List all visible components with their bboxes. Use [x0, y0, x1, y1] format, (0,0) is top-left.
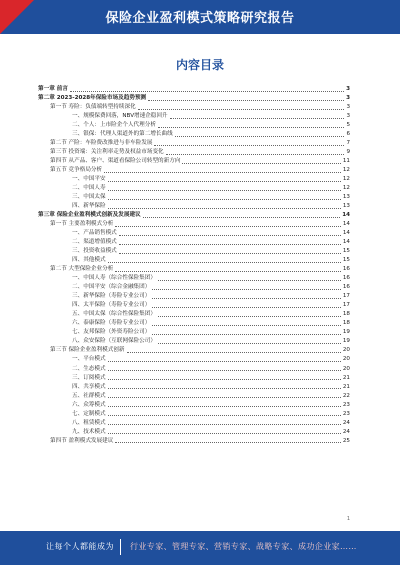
toc-entry-label: 五、中国太保（综合性保险集团） — [72, 311, 156, 318]
toc-leader-dots — [108, 208, 341, 209]
toc-entry-label: 三、中国太保 — [72, 194, 106, 201]
toc-leader-dots — [115, 442, 341, 443]
toc-leader-dots — [115, 271, 341, 272]
toc-entry-label: 三、订阅模式 — [72, 374, 106, 381]
toc-entry-label: 三、银保：代理人渠道外的第二增长曲线 — [72, 131, 173, 138]
toc-entry[interactable] — [38, 265, 350, 274]
toc-entry-label: 第三节 保险企业盈利模式创新 — [50, 347, 125, 354]
toc-entry-page: 18 — [342, 320, 350, 327]
toc-entry[interactable] — [38, 374, 350, 383]
toc-leader-dots — [152, 325, 341, 326]
toc-entry-page: 16 — [342, 284, 350, 291]
toc-leader-dots — [152, 307, 341, 308]
toc-entry-label: 一、平台模式 — [72, 356, 106, 363]
toc-leader-dots — [148, 100, 344, 101]
toc-entry[interactable] — [38, 274, 350, 283]
toc-entry-label: 八、租赁模式 — [72, 419, 106, 426]
toc-leader-dots — [108, 379, 341, 380]
toc-entry[interactable] — [38, 292, 350, 301]
page-header — [0, 0, 400, 34]
toc-entry-label: 第二节 产险：车险费改推进与非车险发展 — [50, 140, 153, 147]
toc-leader-dots — [108, 199, 341, 200]
toc-entry-label: 二、中国平安（综合金融集团） — [72, 284, 151, 291]
toc-entry-page: 5 — [346, 122, 350, 129]
toc-leader-dots — [108, 181, 341, 182]
toc-entry-page: 12 — [342, 176, 350, 183]
toc-leader-dots — [108, 370, 341, 371]
toc-entry[interactable] — [38, 392, 350, 401]
toc-entry-page: 3 — [346, 113, 350, 120]
toc-leader-dots — [108, 433, 341, 434]
toc-entry-label: 第二章 2023-2028年保险市场及趋势预测 — [38, 95, 147, 102]
toc-entry-label: 一、中国平安 — [72, 176, 106, 183]
toc-leader-dots — [166, 154, 345, 155]
toc-entry-label: 一、产品销售模式 — [72, 230, 117, 237]
toc-entry-label: 第三章 保险企业盈利模式创新及发展建议 — [38, 212, 141, 219]
toc-entry[interactable] — [38, 211, 350, 220]
toc-leader-dots — [158, 343, 341, 344]
toc-entry-label: 一、中国人寿（综合性保险集团） — [72, 275, 156, 282]
toc-entry-page: 12 — [342, 167, 350, 174]
toc-entry-page: 3 — [346, 104, 350, 111]
toc-entry-label: 第二节 大型保险企业分析 — [50, 266, 114, 273]
toc-entry-page: 18 — [342, 311, 350, 318]
toc-entry[interactable] — [38, 383, 350, 392]
toc-entry-label: 六、泰康保险（寿险专业公司） — [72, 320, 151, 327]
toc-heading: 内容目录 — [175, 58, 224, 72]
toc-entry[interactable] — [38, 229, 350, 238]
toc-entry[interactable] — [38, 346, 350, 355]
toc-entry-page: 13 — [342, 203, 350, 210]
toc-entry-page: 14 — [342, 239, 350, 246]
toc-entry-page: 17 — [342, 293, 350, 300]
toc-entry-label: 第四节 盈利模式发展建议 — [50, 437, 114, 444]
toc-entry[interactable] — [38, 112, 350, 121]
toc-entry-page: 24 — [342, 428, 350, 435]
toc-entry-label: 二、生态模式 — [72, 365, 106, 372]
toc-entry-label: 三、投资收益模式 — [72, 248, 117, 255]
toc-entry[interactable] — [38, 328, 350, 337]
footer-tagline: 行业专家、管理专家、营销专家、战略专家、成功企业家…… — [130, 542, 357, 551]
toc-entry-label: 二、渠道增值模式 — [72, 239, 117, 246]
toc-entry[interactable] — [38, 85, 350, 94]
toc-entry-label: 七、定制模式 — [72, 410, 106, 417]
toc-entry-label: 三、新华保险（寿险专业公司） — [72, 293, 151, 300]
footer-divider — [120, 539, 121, 555]
toc-entry-label: 七、友邦保险（外资寿险公司） — [72, 329, 151, 336]
toc-entry[interactable] — [38, 419, 350, 428]
toc-leader-dots — [170, 118, 345, 119]
toc-leader-dots — [108, 406, 341, 407]
toc-leader-dots — [152, 289, 341, 290]
toc-leader-dots — [158, 280, 341, 281]
toc-leader-dots — [119, 244, 341, 245]
toc-entry-label: 二、个人：上市险企个人代理分析 — [72, 122, 156, 129]
toc-entry-page: 16 — [342, 275, 350, 282]
toc-entry[interactable] — [38, 139, 350, 148]
toc-entry-label: 第四节 从产品、客户、渠道看保险公司转型的新方向 — [50, 158, 181, 165]
toc-entry[interactable] — [38, 428, 350, 437]
page-footer — [0, 531, 400, 565]
report-title: 保险企业盈利模式策略研究报告 — [105, 11, 295, 26]
toc-entry-page: 13 — [342, 194, 350, 201]
toc-entry-page: 15 — [342, 248, 350, 255]
toc-entry-page: 11 — [342, 158, 350, 165]
toc-leader-dots — [138, 109, 345, 110]
toc-leader-dots — [182, 163, 340, 164]
toc-leader-dots — [152, 298, 341, 299]
toc-entry-page: 22 — [342, 392, 350, 399]
toc-entry[interactable] — [38, 364, 350, 373]
toc-entry-page: 25 — [342, 437, 350, 444]
toc-entry-label: 第一章 前言 — [38, 86, 68, 93]
toc-entry-page: 15 — [342, 257, 350, 264]
toc-entry-label: 九、技术模式 — [72, 428, 106, 435]
toc-entry-label: 第五节 竞争格局分析 — [50, 167, 103, 174]
toc-entry[interactable] — [38, 175, 350, 184]
toc-entry-page: 23 — [342, 410, 350, 417]
toc-entry-page: 12 — [342, 185, 350, 192]
toc-leader-dots — [127, 352, 341, 353]
toc-entry[interactable] — [38, 310, 350, 319]
toc-entry-label: 四、共享模式 — [72, 383, 106, 390]
toc-entry[interactable] — [38, 283, 350, 292]
toc-entry-page: 6 — [346, 131, 350, 138]
toc-entry[interactable] — [38, 130, 350, 139]
toc-entry-page: 24 — [342, 419, 350, 426]
toc-entry-page: 23 — [342, 401, 350, 408]
toc-leader-dots — [119, 253, 341, 254]
toc-entry-page: 3 — [346, 95, 350, 102]
toc-entry[interactable] — [38, 355, 350, 364]
toc-leader-dots — [152, 334, 341, 335]
toc-entry[interactable] — [38, 301, 350, 310]
page-number: 1 — [346, 516, 350, 522]
toc-entry[interactable] — [38, 256, 350, 265]
toc-entry[interactable] — [38, 184, 350, 193]
toc-entry-label: 第三节 投资端：关注利率走势及权益市场变化 — [50, 149, 164, 156]
toc-entry-label: 二、中国人寿 — [72, 185, 106, 192]
toc-entry-label: 四、新华保险 — [72, 203, 106, 210]
toc-leader-dots — [115, 226, 341, 227]
toc-entry-page: 16 — [342, 266, 350, 273]
toc-entry-label: 第一节 寿险：负债端转型持续深化 — [50, 104, 136, 111]
toc-entry[interactable] — [38, 238, 350, 247]
toc-leader-dots — [143, 217, 341, 218]
toc-entry-page: 19 — [342, 338, 350, 345]
toc-entry[interactable] — [38, 319, 350, 328]
toc-entry-page: 14 — [342, 212, 350, 219]
toc-entry[interactable] — [38, 401, 350, 410]
toc-leader-dots — [108, 397, 341, 398]
toc-entry[interactable] — [38, 94, 350, 103]
toc-entry-label: 第一节 主要盈利模式分析 — [50, 221, 114, 228]
toc-leader-dots — [108, 190, 341, 191]
toc-leader-dots — [108, 262, 341, 263]
toc-entry-label: 一、规模保费回落，NBV增速企稳回升 — [72, 113, 168, 120]
toc-entry[interactable] — [38, 437, 350, 446]
toc-entry-label: 四、其他模式 — [72, 257, 106, 264]
toc-entry[interactable] — [38, 193, 350, 202]
toc-leader-dots — [119, 235, 341, 236]
toc-entry-page: 20 — [342, 365, 350, 372]
toc-leader-dots — [70, 91, 344, 92]
toc-entry-page: 3 — [346, 86, 350, 93]
toc-leader-dots — [108, 424, 341, 425]
toc-leader-dots — [104, 172, 341, 173]
toc-entry-page: 9 — [346, 149, 350, 156]
toc-entry[interactable] — [38, 337, 350, 346]
toc-entry-page: 21 — [342, 383, 350, 390]
toc-entry-label: 四、太平保险（寿险专业公司） — [72, 302, 151, 309]
toc-entry[interactable] — [38, 410, 350, 419]
toc-entry-label: 八、众安保险（互联网保险公司） — [72, 338, 156, 345]
table-of-contents — [38, 85, 350, 446]
toc-entry-page: 7 — [346, 140, 350, 147]
toc-entry[interactable] — [38, 247, 350, 256]
toc-entry-page: 14 — [342, 221, 350, 228]
toc-entry[interactable] — [38, 202, 350, 211]
toc-entry-page: 14 — [342, 230, 350, 237]
toc-leader-dots — [158, 127, 345, 128]
toc-entry-label: 六、众筹模式 — [72, 401, 106, 408]
toc-entry-page: 19 — [342, 329, 350, 336]
toc-leader-dots — [158, 316, 341, 317]
toc-leader-dots — [154, 145, 344, 146]
toc-entry[interactable] — [38, 220, 350, 229]
toc-entry-page: 21 — [342, 374, 350, 381]
toc-leader-dots — [175, 136, 345, 137]
toc-leader-dots — [108, 415, 341, 416]
toc-entry[interactable] — [38, 166, 350, 175]
toc-entry[interactable] — [38, 148, 350, 157]
toc-entry[interactable] — [38, 157, 350, 166]
toc-entry-page: 20 — [342, 356, 350, 363]
toc-entry[interactable] — [38, 121, 350, 130]
toc-entry-label: 五、社群模式 — [72, 392, 106, 399]
toc-entry-page: 20 — [342, 347, 350, 354]
footer-slogan: 让每个人都能成为 — [46, 542, 114, 551]
toc-leader-dots — [108, 388, 341, 389]
toc-leader-dots — [108, 361, 341, 362]
toc-entry[interactable] — [38, 103, 350, 112]
toc-entry-page: 17 — [342, 302, 350, 309]
